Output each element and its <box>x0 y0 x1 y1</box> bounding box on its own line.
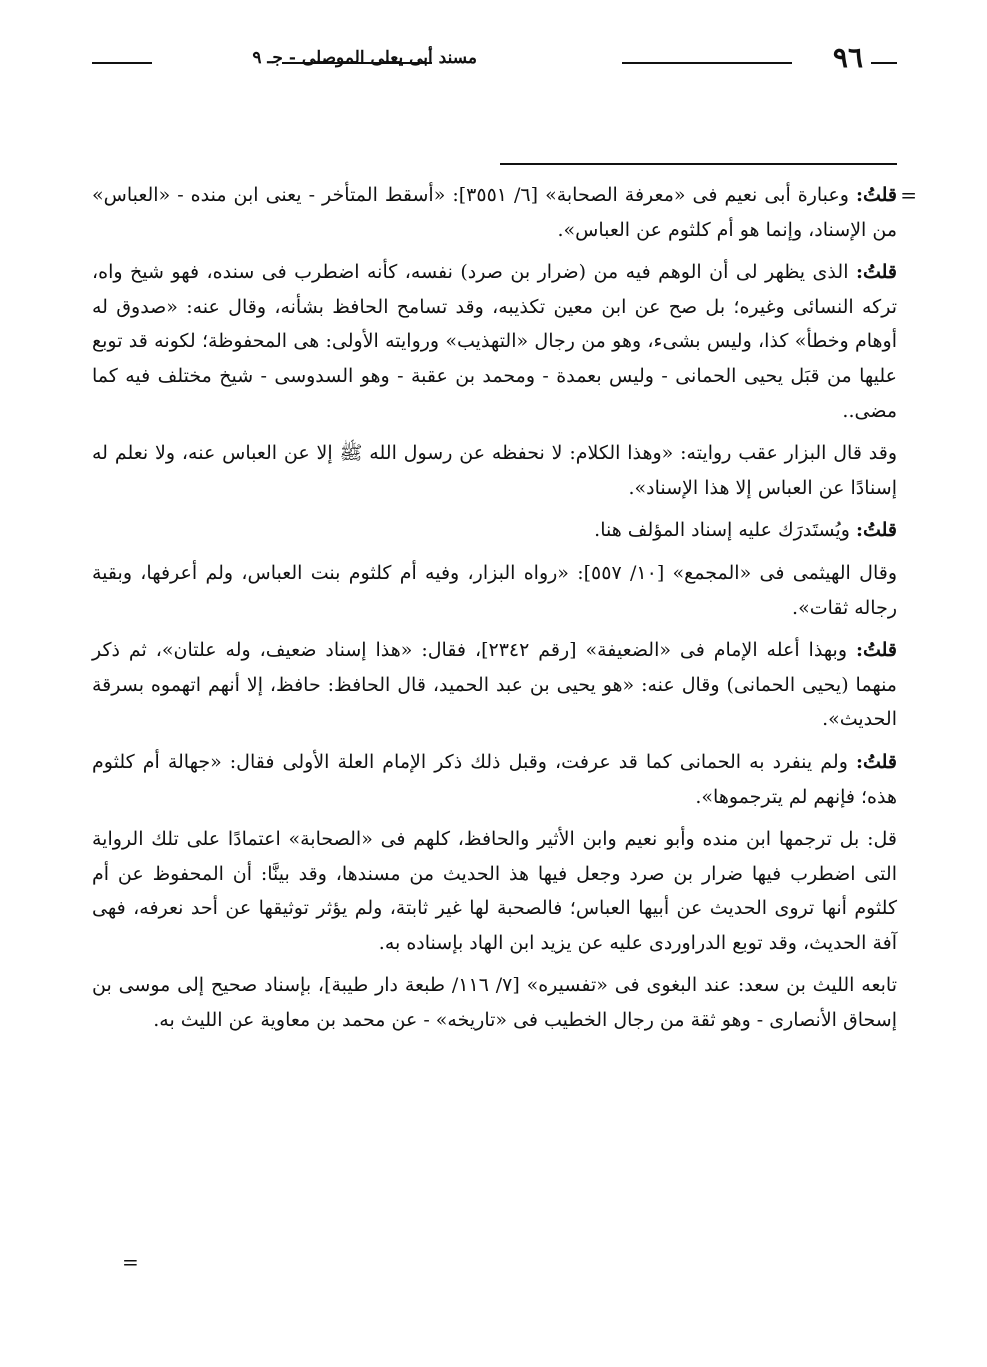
continuation-mark-end: = <box>122 1250 139 1274</box>
paragraph-text: ولم ينفرد به الحمانى كما قد عرفت، وقبل ذلك ذكر الإمام العلة الأولى فقال: «جهالة أم كلثوم هذه؛ فإنهم لم يترجموها». <box>92 750 897 808</box>
header-rule <box>622 62 792 64</box>
paragraph-text: قل: بل ترجمها ابن منده وأبو نعيم وابن الأثير والحافظ، كلهم فى «الصحابة» اعتمادًا على تلك الرواية التى اضطرب فيها ضرار بن صرد وجعل فيها هذ الحديث من مسندها، وقد بينَّا: أن المحفوظ عن أم كلثوم أنها تروى الحديث عن أبيها العباس؛ فالصحبة لها غير ثابتة، ولم يؤثر توثيقها عن أحد نعرفه، فهى آفة الحديث، وقد توبع الدراوردى عليه عن يزيد ابن الهاد بإسناده به. <box>92 828 897 954</box>
header-rule <box>92 62 152 64</box>
paragraph <box>92 745 897 814</box>
paragraph-text: وقد قال البزار عقب روايته: «وهذا الكلام: لا نحفظه عن رسول الله ﷺ إلا عن العباس عنه، ولا نعلم له إسنادًا عن العباس إلا هذا الإسناد». <box>92 442 897 499</box>
continuation-mark-start: = <box>900 183 917 207</box>
paragraph-lead: قلتُ: <box>855 184 897 206</box>
paragraph-text: الذى يظهر لى أن الوهم فيه من (ضرار بن صرد) نفسه، كأنه اضطرب فى سنده، فهو شيخ واه، تركه النسائى وغيره؛ بل صح عن ابن معين تكذيبه، وقد تسامح الحافظ بشأنه، وقال عنه: «صدوق له أوهام وخطأ» كذا، وليس بشىء، وهو من رجال «التهذيب» وروايته الأولى: هى المحفوظة؛ لكونه قد توبع عليها من قبَل يحيى الحمانى - وليس بعمدة - ومحمد بن عقبة - وهو السدوسى - شيخ مختلف فيه كما مضى.. <box>92 261 897 422</box>
paragraph-text: وبهذا أعله الإمام فى «الضعيفة» [رقم ٢٣٤٢]، فقال: «هذا إسناد ضعيف، وله علتان»، ثم ذكر منهما (يحيى الحمانى) وقال عنه: «هو يحيى بن عبد الحميد، قال الحافظ: حافظ، إلا أنهم اتهموه بسرقة الحديث». <box>92 639 897 731</box>
paragraph-text: ويُستَدرَك عليه إسناد المؤلف هنا. <box>594 519 856 542</box>
footnote-separator <box>500 163 897 165</box>
paragraph <box>92 513 897 548</box>
header-rule <box>871 62 897 64</box>
paragraph-lead: قلتُ: <box>855 750 897 773</box>
paragraph-text: وقال الهيثمى فى «المجمع» [١٠/ ٥٥٧]: «رواه البزار، وفيه أم كلثوم بنت العباس، ولم أعرفها، وبقية رجاله ثقات». <box>92 561 897 619</box>
paragraph <box>92 178 917 247</box>
paragraph-text: وعبارة أبى نعيم فى «معرفة الصحابة» [٦/ ٣٥٥١]: «أسقط المتأخر - يعنى ابن منده - «العباس» من الإسناد، وإنما هو أم كلثوم عن العباس». <box>92 184 897 241</box>
running-header <box>92 36 897 86</box>
paragraph <box>92 633 897 737</box>
paragraph <box>92 822 897 960</box>
footnote-body <box>92 178 917 1046</box>
paragraph-lead: قلتُ: <box>855 519 897 542</box>
paragraph <box>92 968 897 1037</box>
paragraph-lead: قلتُ: <box>855 639 897 662</box>
page-number: ٩٦ <box>832 41 863 74</box>
paragraph <box>92 255 897 428</box>
paragraph-text: تابعه الليث بن سعد: عند البغوى فى «تفسيره» [٧/ ١١٦/ طبعة دار طيبة]، بإسناد صحيح إلى موسى بن إسحاق الأنصارى - وهو ثقة من رجال الخطيب فى «تاريخه» - عن محمد بن معاوية عن الليث به. <box>92 974 897 1032</box>
paragraph-lead: قلتُ: <box>855 261 897 284</box>
book-title: مسند أبى يعلى الموصلى - جـ ٩ <box>252 48 477 68</box>
paragraph <box>92 556 897 625</box>
paragraph <box>92 436 897 505</box>
